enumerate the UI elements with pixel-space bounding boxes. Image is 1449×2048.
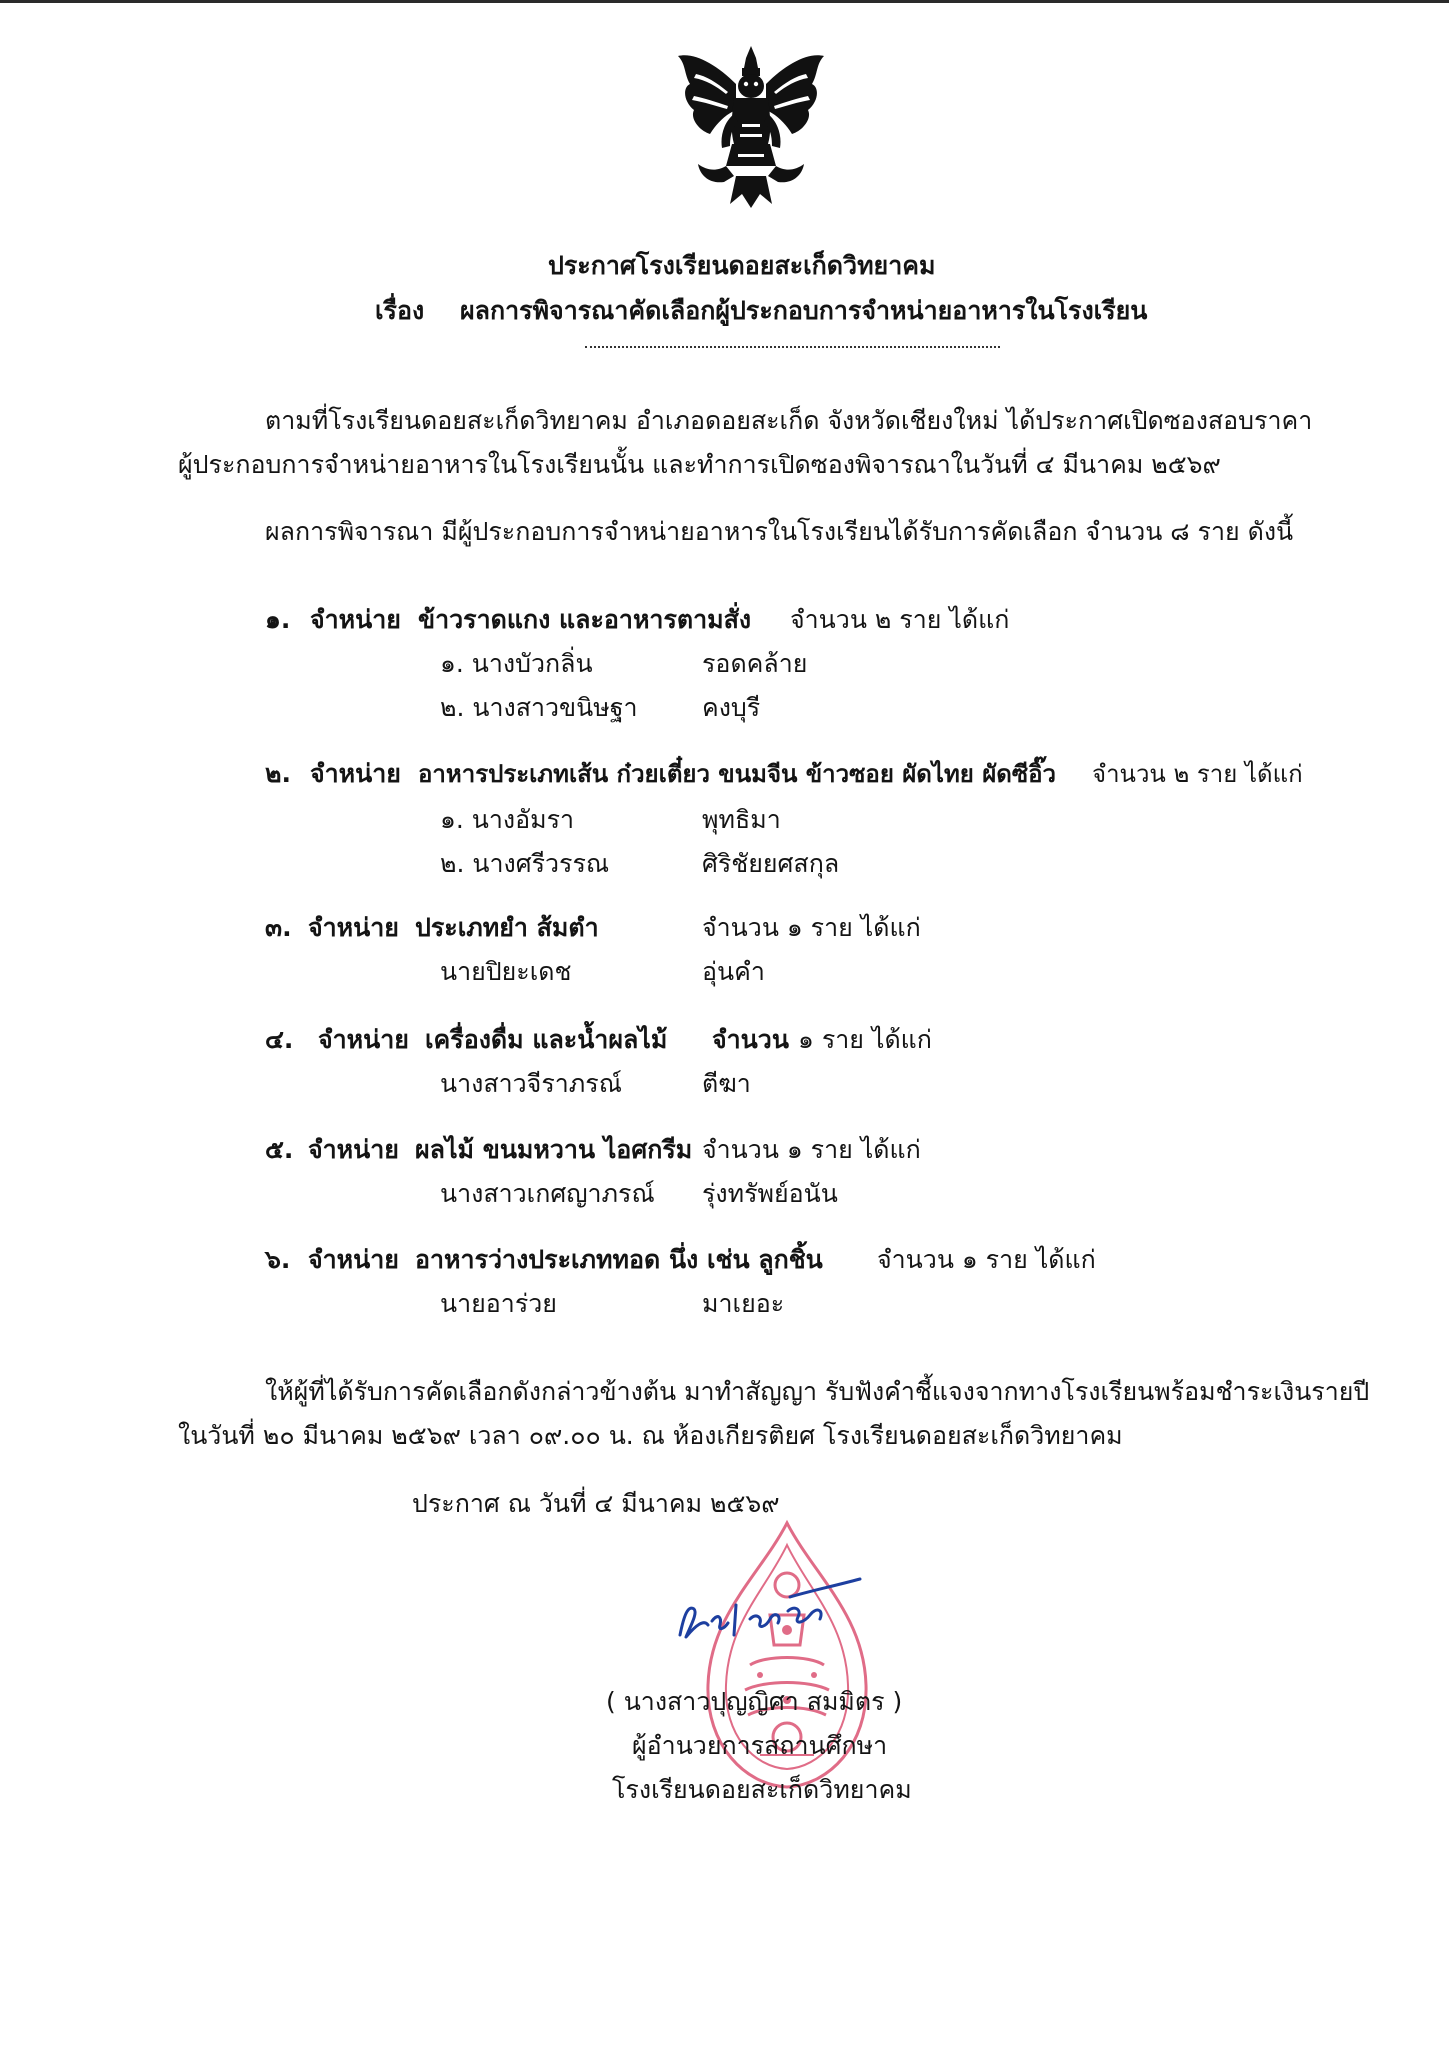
- vendor-first-name: ๒. นางสาวขนิษฐา: [440, 693, 638, 722]
- item-number: ๕.: [265, 1135, 294, 1164]
- signatory-name: ( นางสาวปุญญิศา สมมิตร ): [606, 1687, 903, 1716]
- item-count: ๑ ราย ได้แก่: [798, 1025, 932, 1054]
- item-goods: อาหารว่างประเภททอด นึ่ง เช่น ลูกชิ้น: [415, 1245, 823, 1274]
- vendor-last-name: ศิริชัยยศสกุล: [702, 849, 840, 878]
- vendor-first-name: นายปิยะเดช: [440, 957, 572, 986]
- announcement-title: ประกาศโรงเรียนดอยสะเก็ดวิทยาคม: [548, 251, 936, 280]
- vendor-first-name: ๑. นางอัมรา: [440, 805, 575, 834]
- signature-icon: [670, 1575, 870, 1655]
- vendor-last-name: ตีฆา: [702, 1069, 751, 1098]
- result-summary: ผลการพิจารณา มีผู้ประกอบการจำหน่ายอาหารในโรงเรียนได้รับการคัดเลือก จำนวน ๘ ราย ดังนี้: [265, 517, 1294, 546]
- item-sell-label: จำหน่าย: [308, 1245, 399, 1274]
- item-count: จำนวน ๑ ราย ได้แก่: [702, 913, 921, 942]
- item-count: จำนวน ๒ ราย ได้แก่: [790, 605, 1010, 634]
- item-sell-label: จำหน่าย: [318, 1025, 409, 1054]
- garuda-emblem-icon: [676, 44, 826, 209]
- closing-line-1: ให้ผู้ที่ได้รับการคัดเลือกดังกล่าวข้างต้น มาทำสัญญา รับฟังคำชี้แจงจากทางโรงเรียนพร้อมชำระเงินรายปี: [265, 1377, 1370, 1406]
- item-goods: ประเภทยำ ส้มตำ: [415, 913, 599, 942]
- item-goods: อาหารประเภทเส้น ก๋วยเตี๋ยว ขนมจีน ข้าวซอย ผัดไทย ผัดซีอิ๊ว: [418, 760, 1057, 788]
- item-number: ๓.: [265, 913, 292, 942]
- signatory-school: โรงเรียนดอยสะเก็ดวิทยาคม: [612, 1775, 912, 1804]
- closing-line-2: ในวันที่ ๒๐ มีนาคม ๒๕๖๙ เวลา ๐๙.๐๐ น. ณ ห้องเกียรติยศ โรงเรียนดอยสะเก็ดวิทยาคม: [178, 1421, 1123, 1450]
- item-count: จำนวน ๑ ราย ได้แก่: [877, 1245, 1096, 1274]
- vendor-first-name: ๒. นางศรีวรรณ: [440, 849, 610, 878]
- item-count: จำนวน ๑ ราย ได้แก่: [702, 1135, 921, 1164]
- announcement-subject: ผลการพิจารณาคัดเลือกผู้ประกอบการจำหน่ายอาหารในโรงเรียน: [460, 296, 1148, 325]
- vendor-last-name: อุ่นคำ: [702, 957, 765, 986]
- subject-label: เรื่อง: [375, 296, 425, 325]
- vendor-last-name: รอดคล้าย: [702, 649, 808, 678]
- announce-date: ประกาศ ณ วันที่ ๔ มีนาคม ๒๕๖๙: [412, 1489, 780, 1518]
- separator-dots: [585, 346, 1000, 348]
- item-goods: เครื่องดื่ม และน้ำผลไม้: [425, 1025, 668, 1054]
- item-sell-label: จำหน่าย: [308, 913, 399, 942]
- item-goods: ข้าวราดแกง และอาหารตามสั่ง: [418, 605, 752, 634]
- item-count-label: จำนวน: [712, 1025, 789, 1054]
- vendor-last-name: รุ่งทรัพย์อนัน: [702, 1179, 838, 1208]
- vendor-last-name: มาเยอะ: [702, 1289, 785, 1318]
- item-number: ๒.: [265, 759, 291, 788]
- item-count: จำนวน ๒ ราย ได้แก่: [1092, 760, 1303, 788]
- vendor-first-name: นายอาร่วย: [440, 1289, 557, 1318]
- item-sell-label: จำหน่าย: [310, 605, 401, 634]
- item-sell-label: จำหน่าย: [310, 759, 401, 788]
- top-border: [0, 0, 1449, 3]
- item-number: ๔.: [265, 1025, 294, 1054]
- vendor-last-name: คงบุรี: [702, 693, 761, 722]
- vendor-first-name: นางสาวจีราภรณ์: [440, 1069, 622, 1098]
- item-sell-label: จำหน่าย: [308, 1135, 399, 1164]
- item-number: ๑.: [265, 605, 291, 634]
- intro-line-1: ตามที่โรงเรียนดอยสะเก็ดวิทยาคม อำเภอดอยสะเก็ด จังหวัดเชียงใหม่ ได้ประกาศเปิดซองสอบราคา: [265, 406, 1313, 435]
- signatory-position: ผู้อำนวยการสถานศึกษา: [632, 1731, 888, 1760]
- item-goods: ผลไม้ ขนมหวาน ไอศกรีม: [415, 1135, 693, 1164]
- item-number: ๖.: [265, 1245, 291, 1274]
- vendor-first-name: นางสาวเกศญาภรณ์: [440, 1179, 655, 1208]
- vendor-last-name: พุทธิมา: [702, 805, 781, 834]
- vendor-first-name: ๑. นางบัวกลิ่น: [440, 649, 593, 678]
- intro-line-2: ผู้ประกอบการจำหน่ายอาหารในโรงเรียนนั้น และทำการเปิดซองพิจารณาในวันที่ ๔ มีนาคม ๒๕๖๙: [178, 450, 1221, 479]
